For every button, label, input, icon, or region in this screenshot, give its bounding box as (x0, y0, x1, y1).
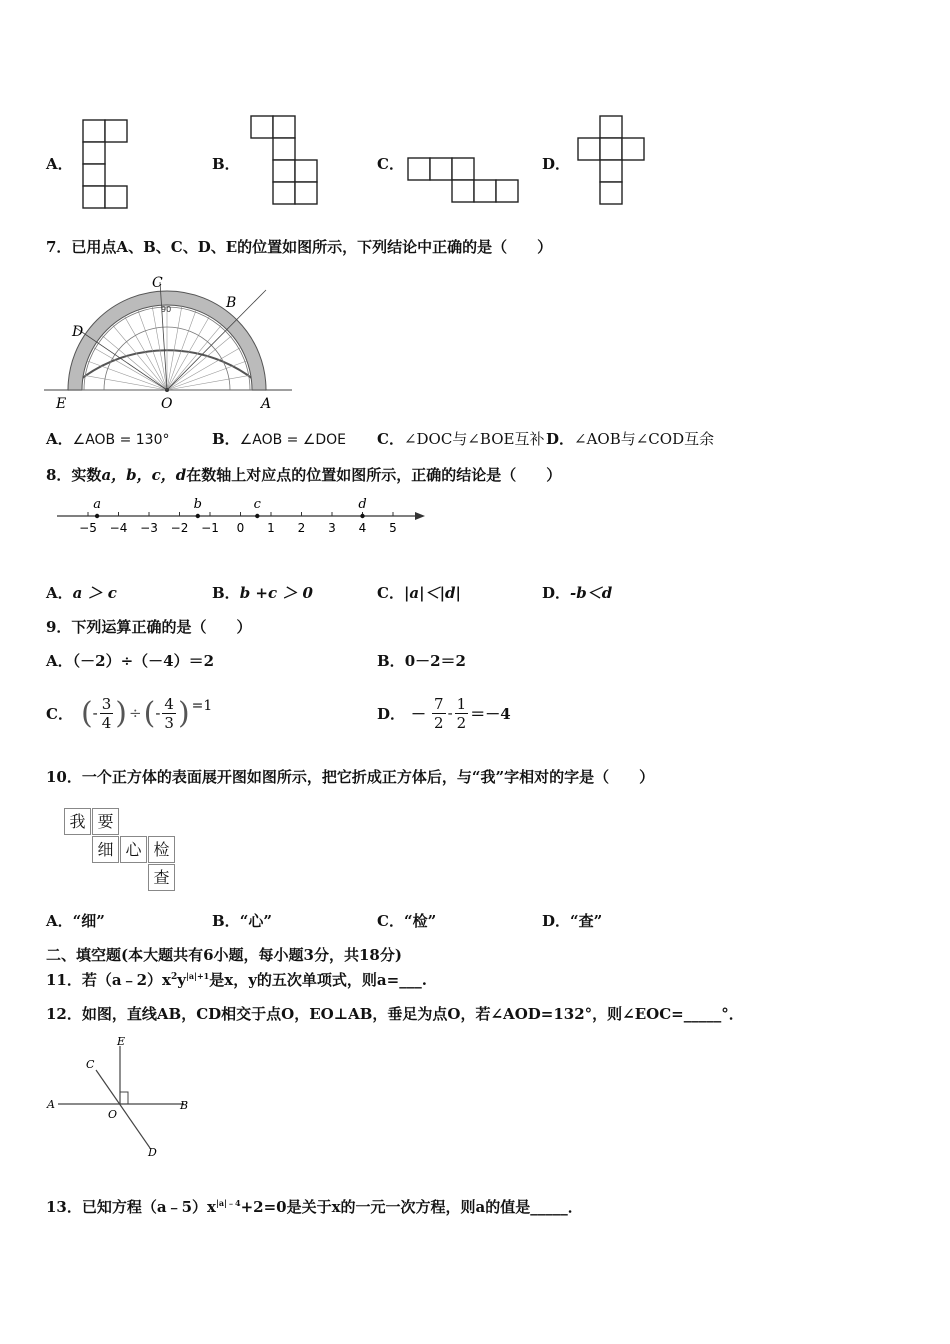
axis-tick-label: −2 (170, 521, 189, 535)
point-o-label: O (161, 396, 173, 412)
q12-stem: 12．如图，直线AB，CD相交于点O，EO⊥AB，垂足为点O，若∠AOD=132°，则∠EOC=_____°． (46, 1005, 744, 1023)
q6-net-c (406, 156, 524, 206)
label-b: B (180, 1099, 189, 1112)
point-label-b: b (193, 497, 202, 512)
q10-option-d: D．“查” (542, 912, 603, 930)
point-label-d: d (358, 497, 367, 512)
point-label-a: a (93, 497, 101, 512)
net-cell: 心 (120, 836, 147, 863)
q9-option-b: B．0－2＝2 (377, 652, 466, 670)
point-e-label: E (56, 396, 67, 412)
intersecting-lines-figure (44, 1036, 204, 1161)
q9-option-c: C． ( - $\frac{3}{4}$ ) ÷ ( - $\frac{4}{3}$ ) =1 (46, 694, 213, 732)
axis-tick-label: 4 (358, 521, 367, 535)
number-line (55, 496, 435, 546)
q11: 11．若$(a﹣2)x^2y^{|a|+1}$是x，y的五次单项式，则a=___. (46, 971, 427, 989)
q9-stem: 9．下列运算正确的是（ ） (46, 618, 252, 636)
protractor-figure (44, 270, 294, 415)
axis-tick-label: −5 (79, 521, 97, 535)
point-b-label: B (226, 295, 237, 311)
q10-option-b: B．“心” (212, 912, 272, 930)
q7-option-b: B．∠AOB = ∠DOE (212, 430, 347, 448)
protractor-top-label: 90 (161, 305, 172, 314)
q6-net-b (249, 114, 321, 210)
q6-net-a (80, 118, 130, 210)
label-e: E (117, 1035, 126, 1048)
point-c (255, 514, 259, 518)
q7-option-d: D．∠AOB与∠COD互余 (546, 430, 715, 448)
q8-option-d: D．-b＜d (542, 584, 613, 602)
q6-option-b-label: B． (212, 155, 240, 173)
net-cell: 检 (148, 836, 175, 863)
q9-option-d: D． － $\frac{7}{2}$ - $\frac{1}{2}$ ＝－4 (377, 694, 511, 732)
q10-option-a: A．“细” (46, 912, 105, 930)
axis-tick-label: −3 (140, 521, 158, 535)
q7-stem: 7．已用点A、B、C、D、E的位置如图所示，下列结论中正确的是（ ） (46, 238, 553, 256)
axis-tick-label: 0 (236, 521, 245, 535)
point-b (196, 514, 200, 518)
q8-option-c: C．|a|＜|d| (377, 584, 461, 602)
q6-net-d (576, 114, 648, 208)
q8-option-b: B．b +c ＞ 0 (212, 584, 313, 602)
net-cell: 要 (92, 808, 119, 835)
q9-option-a: A．（－2）÷（－4）＝2 (46, 652, 215, 670)
q8-option-a: A．a ＞ c (46, 584, 117, 602)
axis-tick-label: −1 (201, 521, 219, 535)
label-d: D (148, 1146, 157, 1159)
cube-net-chars (64, 808, 184, 898)
label-o: O (108, 1108, 118, 1121)
axis-tick-label: 3 (328, 521, 336, 535)
point-d (360, 514, 364, 518)
point-a-label: A (261, 396, 272, 412)
axis-tick-label: 1 (267, 521, 275, 535)
q7-option-a: A．∠AOB = 130° (46, 430, 170, 448)
net-cell: 细 (92, 836, 119, 863)
axis-tick-label: −4 (109, 521, 128, 535)
label-a: A (47, 1098, 55, 1111)
q10-stem: 10．一个正方体的表面展开图如图所示，把它折成正方体后，与“我”字相对的字是（ ） (46, 768, 655, 786)
net-cell: 我 (64, 808, 91, 835)
q10-option-c: C．“检” (377, 912, 437, 930)
axis-tick-label: 2 (297, 521, 306, 535)
net-cell: 查 (148, 864, 175, 891)
q13: 13．已知方程$(a﹣5)x^{|a|﹣4}+2=0$是关于x的一元一次方程，则a的值是_____． (46, 1198, 583, 1216)
q6-option-c-label: C． (377, 155, 404, 173)
section-title: 二、填空题(本大题共有6小题，每小题3分，共18分) (46, 946, 402, 964)
q8-stem: 8．实数a，b，c，d在数轴上对应点的位置如图所示，正确的结论是（ ） (46, 466, 562, 484)
point-d-label: D (72, 324, 84, 340)
axis-tick-label: 5 (389, 521, 397, 535)
point-c-label: C (152, 275, 163, 291)
label-c: C (86, 1058, 95, 1071)
q6-option-a-label: A． (46, 155, 73, 173)
q6-option-d-label: D． (542, 155, 571, 173)
point-label-c: c (253, 497, 261, 512)
q7-option-c: C．∠DOC与∠BOE互补 (377, 430, 545, 448)
point-a (95, 514, 99, 518)
